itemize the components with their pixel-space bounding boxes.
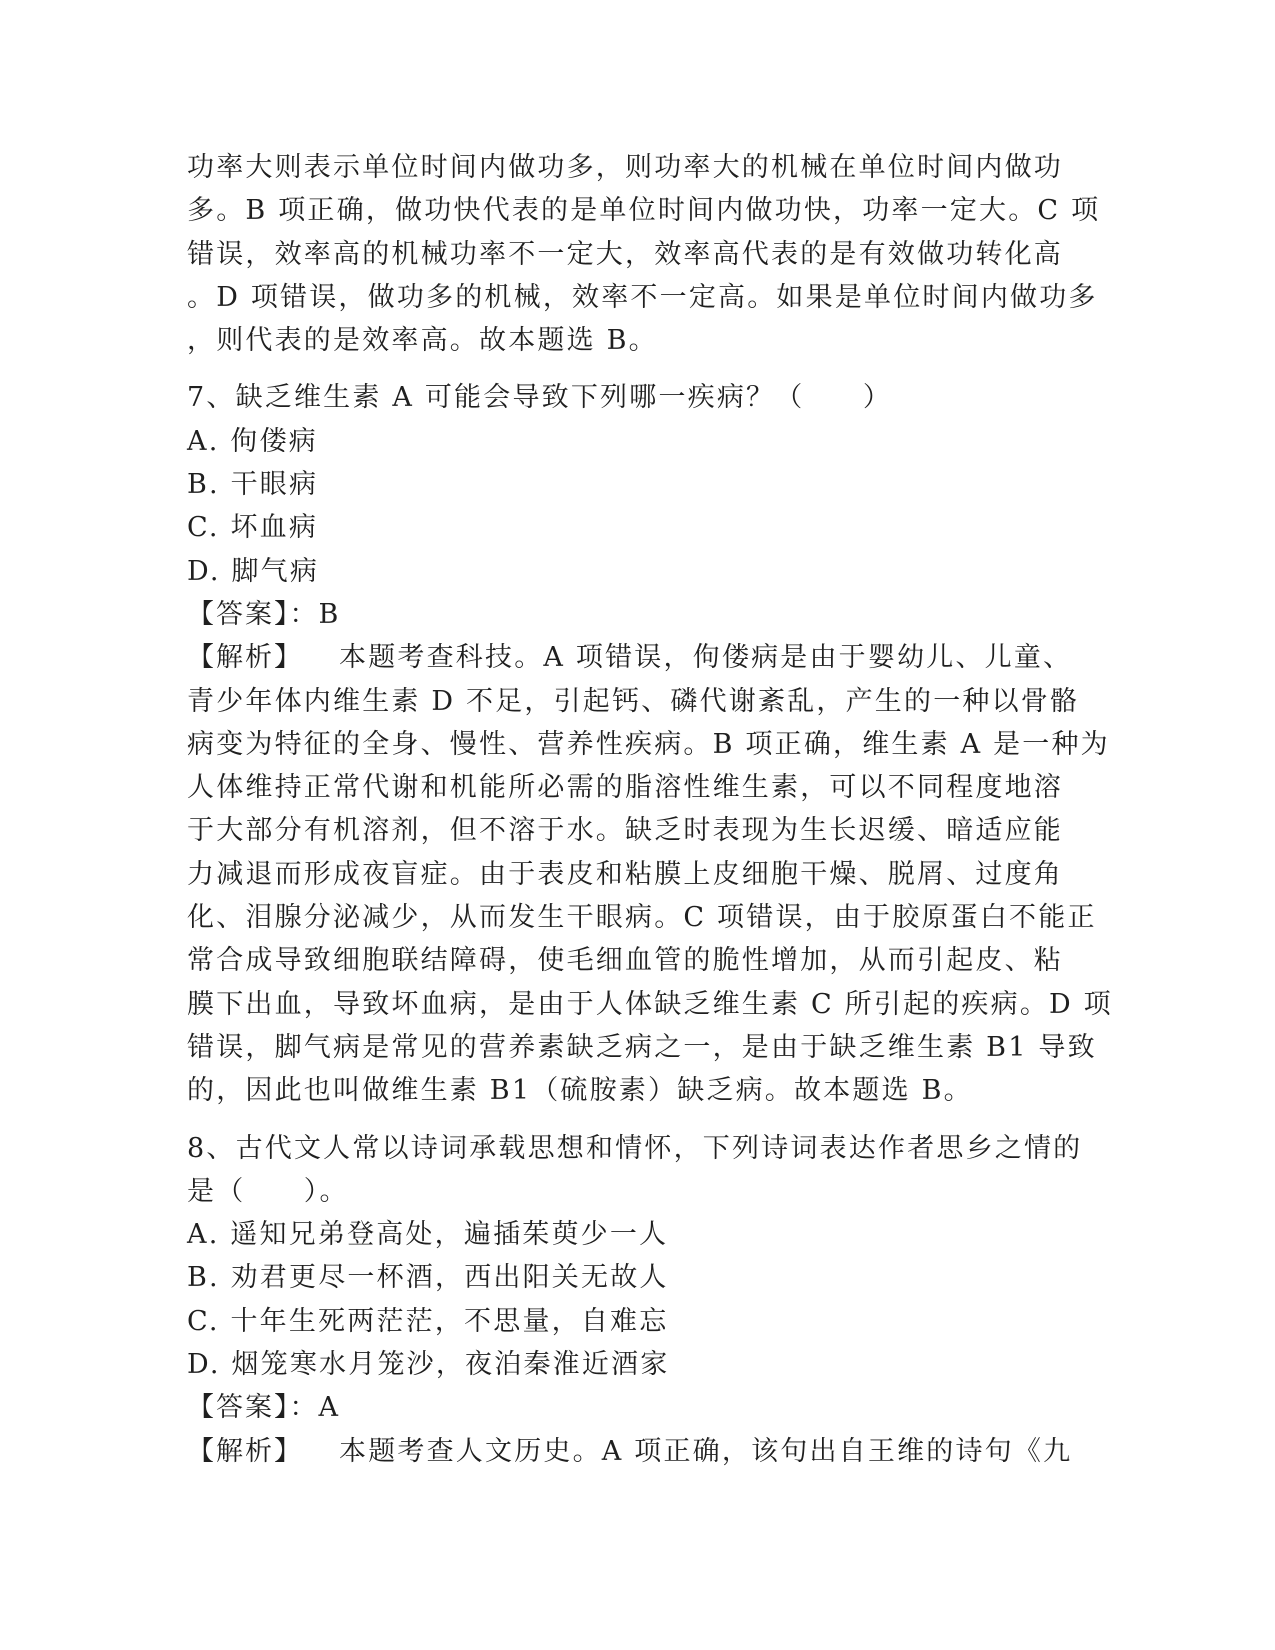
option-b: B. 劝君更尽一杯酒，西出阳关无故人 [187, 1262, 669, 1294]
continued-explanation [187, 146, 1101, 362]
answer-line [187, 1386, 1087, 1429]
text-line: 。D 项错误，做功多的机械，效率不一定高。如果是单位时间内做功多 [187, 281, 1098, 313]
answer-line [187, 593, 1087, 636]
option-b: B. 干眼病 [187, 469, 319, 501]
analysis-tag: 【解析】 [187, 1435, 303, 1467]
text-line: 功率大则表示单位时间内做功多，则功率大的机械在单位时间内做功 [187, 152, 1063, 183]
text-line: 多。B 项正确，做功快代表的是单位时间内做功快，功率一定大。C 项 [187, 195, 1101, 227]
spacer [187, 362, 1087, 376]
option-a: A. 佝偻病 [187, 425, 318, 457]
question-stem: 7、缺乏维生素 A 可能会导致下列哪一疾病？（ ） [187, 382, 893, 414]
answer-tag: 【答案】：B [187, 598, 341, 630]
analysis-line: 于大部分有机溶剂，但不溶于水。缺乏时表现为生长迟缓、暗适应能 [187, 815, 1063, 847]
analysis-line [187, 1430, 1087, 1473]
analysis-line: 化、泪腺分泌减少，从而发生干眼病。C 项错误，由于胶原蛋白不能正 [187, 902, 1097, 934]
option-d: D. 烟笼寒水月笼沙，夜泊秦淮近酒家 [187, 1349, 670, 1381]
analysis-line: 青少年体内维生素 D 不足，引起钙、磷代谢紊乱，产生的一种以骨骼 [187, 685, 1080, 717]
question-8 [187, 1127, 1087, 1473]
text-line: ，则代表的是效率高。故本题选 B。 [187, 325, 658, 357]
analysis-text: 本题考查科技。A 项错误，佝偻病是由于婴幼儿、儿童、 [339, 642, 1073, 674]
analysis-line: 膜下出血，导致坏血病，是由于人体缺乏维生素 C 所引起的疾病。D 项 [187, 988, 1113, 1020]
analysis-text: 本题考查人文历史。A 项正确，该句出自王维的诗句《九 [339, 1435, 1073, 1467]
question-stem: 是（ ）。 [187, 1175, 349, 1207]
analysis-line: 力减退而形成夜盲症。由于表皮和粘膜上皮细胞干燥、脱屑、过度角 [187, 858, 1063, 890]
analysis-line: 人体维持正常代谢和机能所必需的脂溶性维生素，可以不同程度地溶 [187, 772, 1063, 804]
analysis-line: 错误，脚气病是常见的营养素缺乏病之一，是由于缺乏维生素 B1 导致 [187, 1031, 1097, 1063]
option-c: C. 坏血病 [187, 512, 319, 544]
answer-tag: 【答案】：A [187, 1392, 340, 1424]
option-a: A. 遥知兄弟登高处，遍插茱萸少一人 [187, 1219, 669, 1251]
question-stem: 8、古代文人常以诗词承载思想和情怀，下列诗词表达作者思乡之情的 [187, 1132, 1083, 1164]
question-7 [187, 376, 1113, 1112]
analysis-tag: 【解析】 [187, 642, 303, 674]
analysis-line: 病变为特征的全身、慢性、营养性疾病。B 项正确，维生素 A 是一种为 [187, 728, 1110, 760]
option-c: C. 十年生死两茫茫，不思量，自难忘 [187, 1305, 669, 1337]
analysis-line: 常合成导致细胞联结障碍，使毛细血管的脆性增加，从而引起皮、粘 [187, 945, 1063, 977]
option-d: D. 脚气病 [187, 555, 320, 587]
text-line: 错误，效率高的机械功率不一定大，效率高代表的是有效做功转化高 [187, 238, 1063, 270]
analysis-line: 的，因此也叫做维生素 B1（硫胺素）缺乏病。故本题选 B。 [187, 1075, 973, 1107]
analysis-line [187, 636, 1087, 679]
spacer [187, 1113, 1087, 1127]
document-page [187, 146, 1113, 1473]
